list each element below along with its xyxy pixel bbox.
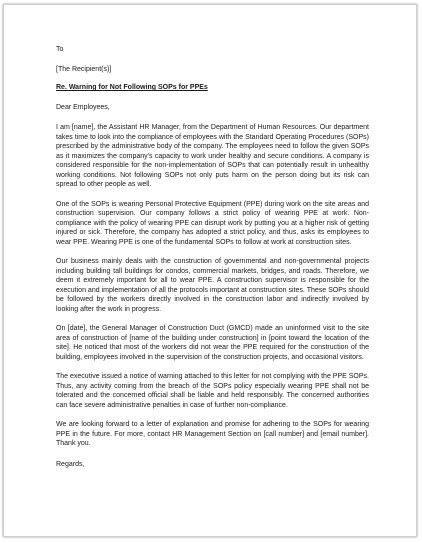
to-label: To xyxy=(56,46,64,53)
salutation: Dear Employees, xyxy=(56,103,110,111)
paragraph-business-scope: Our business mainly deals with the construction of governmental and non-governmental projects including building tall buildings for condos, commercial markets, bridges, and roads. Therefore, we deem it extremely important for all to wear PPE. A construction supervisor is responsible for the execution and implementation of all the protocols important at construction sites. These SOPs should be followed by the workers directly involved in the construction labor and indirectly involved by looking after the work in progress. xyxy=(56,258,369,313)
paragraph-warning-notice: The executive issued a notice of warning attached to this letter for not complying with the PPE SOPs. Thus, any activity coming from the breach of the SOPs policy especially wearing PPE shall not be tolerated and the concerned official shall be liable and held responsibly. The concerned authorities can face severe administrative penalties in case of further non-compliance. xyxy=(56,373,369,409)
paragraph-closing-request: We are looking forward to a letter of explanation and promise for adhering to the SOPs for wearing PPE in the future. For more, contact HR Management Section on [call number] and [email number]. Thank you. xyxy=(56,421,369,447)
closing-regards: Regards, xyxy=(56,460,85,468)
paragraph-introduction: I am [name], the Assistant HR Manager, from the Department of Human Resources. Our department takes time to look into the compliance of employees with the Standard Operating Procedures (SOPs) prescribed by the administrative body of the company. The employees need to follow the given SOPs as it maximizes the company's capacity to work under healthy and secure conditions. A company is considered responsible for the non-implementation of SOPs that can potentially result in unhealthy working conditions. Not following SOPs not only puts harm on the person doing but its risk can spread to other people as well. xyxy=(56,124,369,188)
subject-line: Re. Warning for Not Following SOPs for PPEs xyxy=(56,84,208,91)
recipient-placeholder: [The Recipient(s)] xyxy=(56,65,112,73)
paragraph-site-visit: On [date], the General Manager of Construction Duct (GMCD) made an uninformed visit to the site area of construction of [name of the building under construction] in [point toward the location of the site]. He noticed that most of the workers did not wear the PPE required for the construction of the building, employees involved in the supervision of the construction projects, and occasional visitors. xyxy=(56,325,369,361)
document-page xyxy=(3,4,417,537)
letter-body xyxy=(56,45,369,469)
paragraph-ppe-policy: One of the SOPs is wearing Personal Protective Equipment (PPE) during work on the site areas and construction supervision. Our company follows a strict policy of wearing PPE at work. Non-compliance with the policy of wearing PPE can disrupt work by putting you at a higher risk of getting injured or sick. Therefore, the company has adopted a strict policy, and thus, asks its employees to wear PPE. Wearing PPE is one of the fundamental SOPs to follow at work at construction sites. xyxy=(56,200,369,246)
